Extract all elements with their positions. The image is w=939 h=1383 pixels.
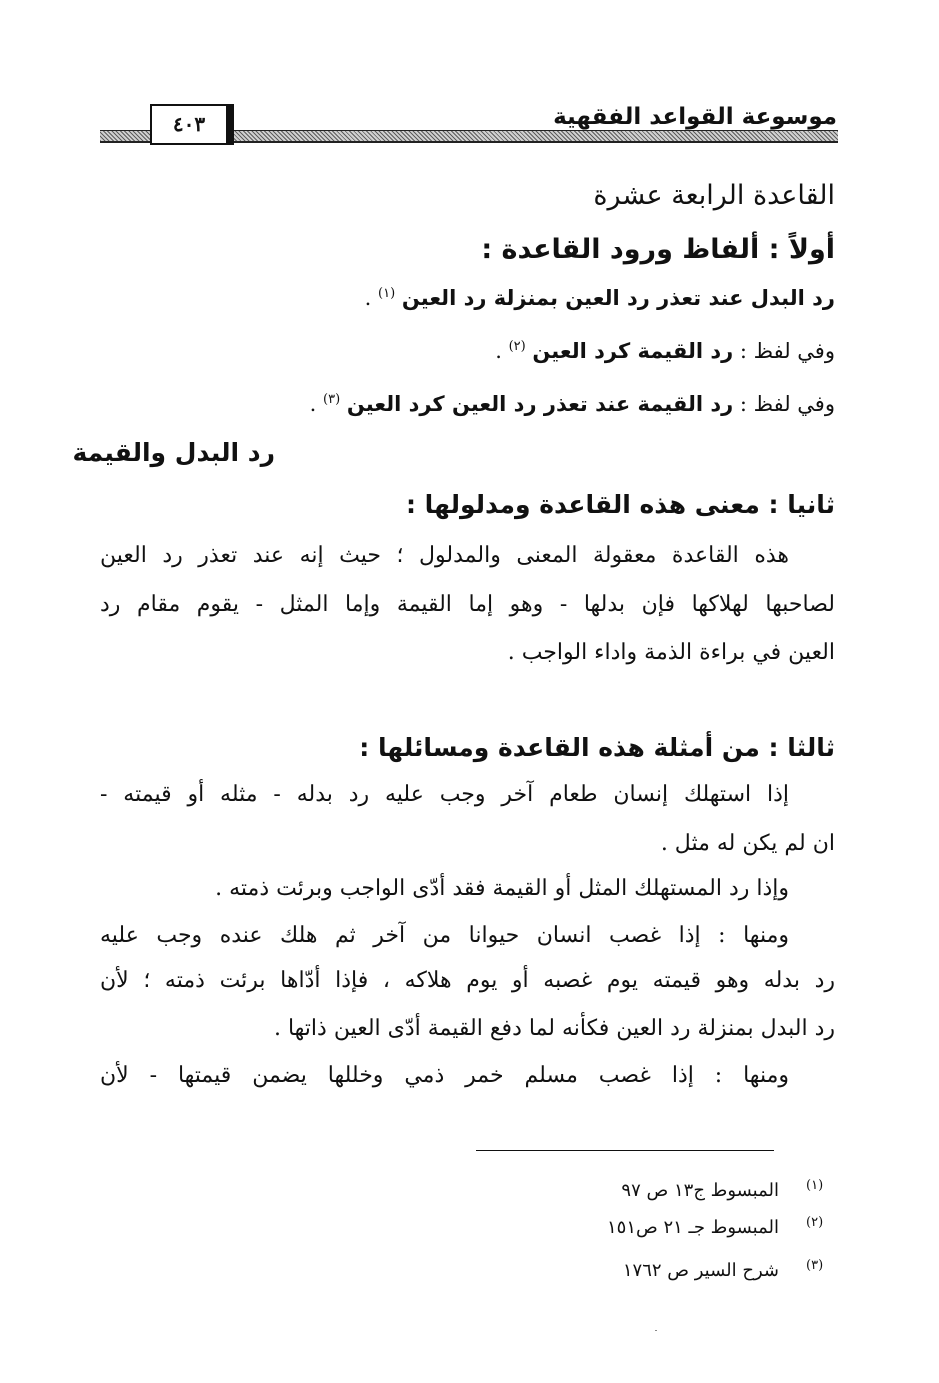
footnote-1-number: (١) [806, 1178, 824, 1193]
rule-wording-1-text: رد البدل عند تعذر رد العين بمنزلة رد العين [401, 286, 835, 310]
rule-wording-2-prefix: وفي لفظ : [733, 339, 835, 363]
rule-wording-1-end: . [364, 286, 372, 310]
footnote-2-text: المبسوط جـ ٢١ ص١٥١ [606, 1217, 779, 1238]
rule-wording-2 [495, 339, 835, 363]
footnote-3-number: (٣) [806, 1258, 824, 1273]
section3-line-2: ان لم يكن له مثل . [660, 831, 835, 856]
rule-wording-3-end: . [309, 392, 317, 416]
rule-wording-2-text: رد القيمة كرد العين [532, 339, 734, 363]
footnote-1-text: المبسوط ج١٣ ص ٩٧ [621, 1180, 779, 1201]
rule-wording-3-text: رد القيمة عند تعذر رد العين كرد العين [346, 392, 734, 416]
rule-wording-1 [365, 286, 835, 310]
section1-heading: أولاً : ألفاظ ورود القاعدة : [481, 234, 835, 265]
footnote-2-number: (٢) [806, 1215, 824, 1230]
footnote-ref-2: (٢) [508, 339, 526, 354]
section3-heading: ثالثا : من أمثلة هذه القاعدة ومسائلها : [359, 733, 835, 762]
running-header-title: موسوعة القواعد الفقهية [553, 104, 837, 130]
rule-heading: القاعدة الرابعة عشرة [593, 180, 835, 211]
footnote-separator [476, 1150, 774, 1151]
rule-wording-3-prefix: وفي لفظ : [733, 392, 835, 416]
rule-wording-3 [310, 392, 835, 416]
section3-line-4: ومنها : إذا غصب انسان حيوانا من آخر ثم هلك عنده وجب عليه [100, 923, 789, 948]
section3-line-7: ومنها : إذا غصب مسلم خمر ذمي وخللها يضمن قيمتها - لأن [100, 1063, 789, 1088]
section2-line-1: هذه القاعدة معقولة المعنى والمدلول ؛ حيث إنه عند تعذر رد العين [100, 543, 789, 568]
rule-wording-2-end: . [495, 339, 502, 363]
scan-speck [655, 1330, 657, 1331]
section2-line-2: لصاحبها لهلاكها فإن بدلها - وهو إما القيمة وإما المثل - يقوم مقام رد [100, 592, 835, 617]
footnote-ref-1: (١) [378, 286, 396, 301]
section3-line-3: وإذا رد المستهلك المثل أو القيمة فقد أدّى الواجب وبرئت ذمته . [215, 876, 789, 901]
side-title: رد البدل والقيمة [72, 438, 275, 467]
page-number-box [150, 104, 228, 145]
section2-line-3: العين في براءة الذمة واداء الواجب . [507, 640, 835, 665]
section3-line-6: رد البدل بمنزلة رد العين فكأنه لما دفع القيمة أدّى العين ذاتها . [273, 1016, 835, 1041]
page-number: ٤٠٣ [172, 112, 206, 136]
section3-line-1: إذا استهلك إنسان طعام آخر وجب عليه رد بدله - مثله أو قيمته - [100, 782, 789, 807]
section2-heading: ثانيا : معنى هذه القاعدة ومدلولها : [405, 490, 835, 519]
footnote-ref-3: (٣) [323, 392, 341, 407]
footnote-3-text: شرح السير ص ١٧٦٢ [622, 1260, 779, 1281]
section3-line-5: رد بدله وهو قيمته يوم غصبه أو يوم هلاكه ، فإذا أدّاها برئت ذمته ؛ لأن [100, 968, 835, 993]
